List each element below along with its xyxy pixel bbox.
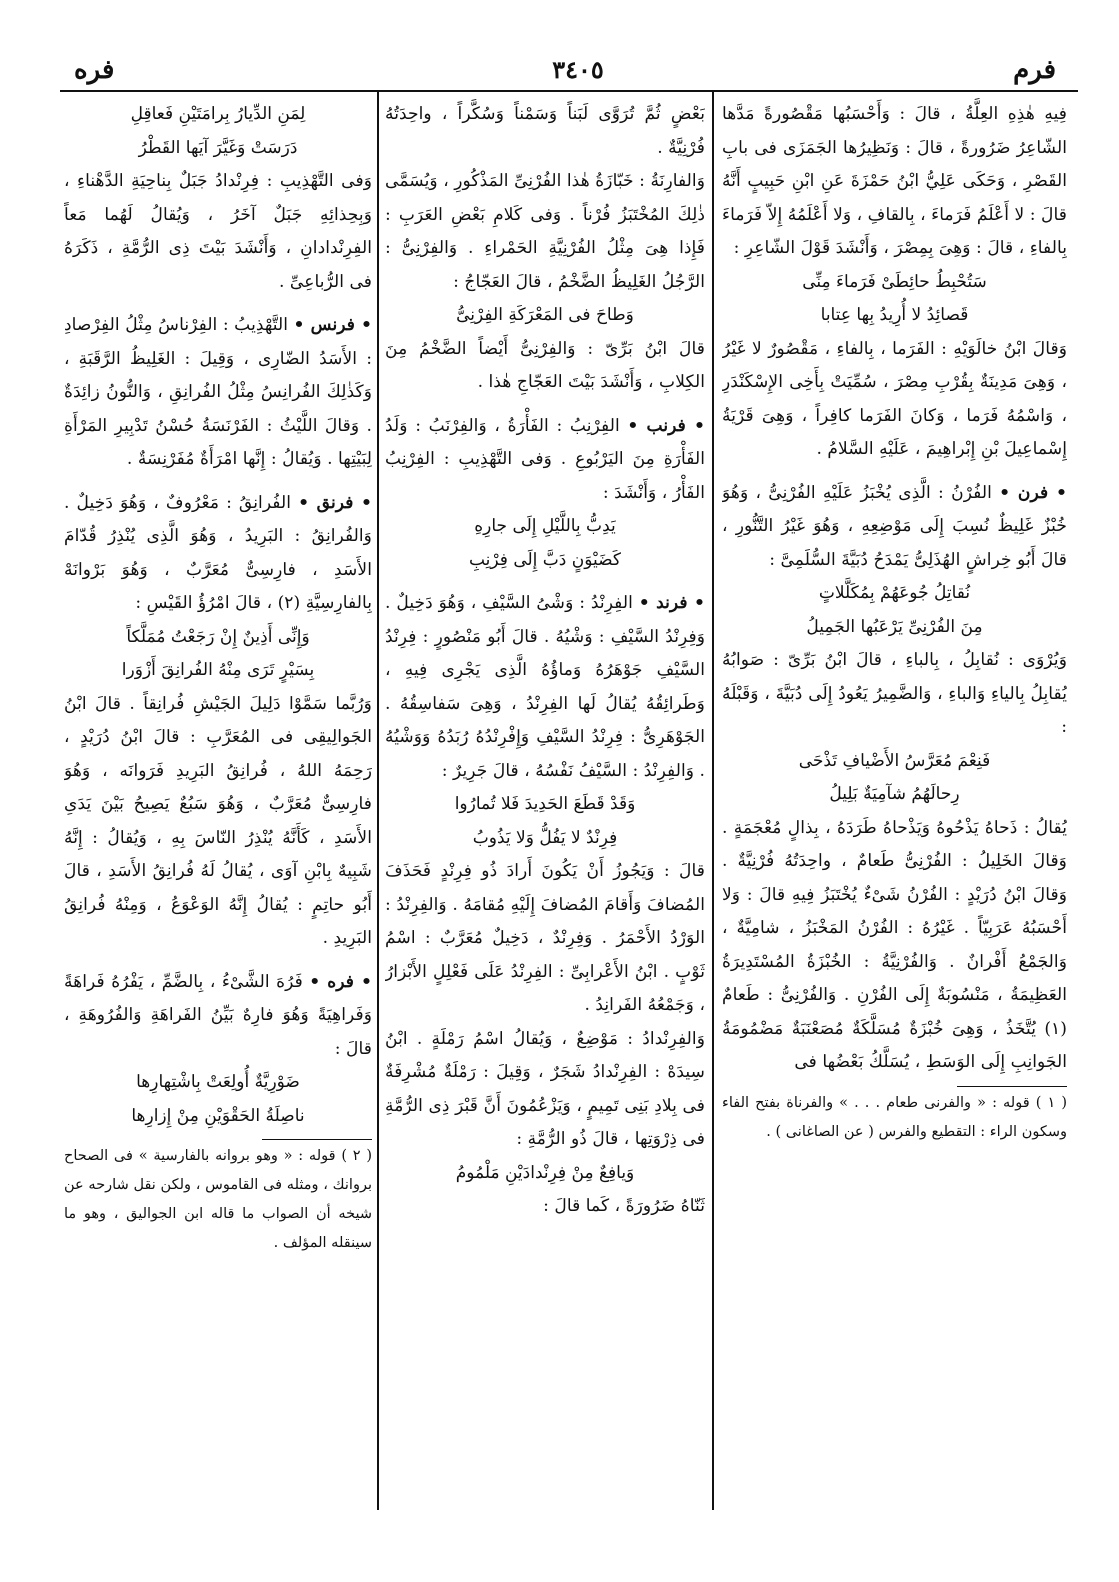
verse-line: لِمَنِ الدِّيارُ بِرامَتَيْنِ فَعاقِلِ xyxy=(130,104,306,124)
verse-line: نُقاتِلُ جُوعَهُمْ بِمُكَلَّلاتٍ xyxy=(818,583,971,603)
footnote: ( ١ ) قوله : « والفرنى طعام . . . » والفرناة بفتح الفاء وسكون الراء : التقطيع والفرس ( عن الصاغانى ) . xyxy=(722,1094,1067,1140)
page-number: ٣٤٠٥ xyxy=(552,55,604,84)
right-column xyxy=(722,98,1067,1500)
body-paragraph: فِيهِ هٰذِهِ العِلَّةُ ، قالَ : وَأَحْسَبُها مَقْصُورةً مَدَّها الشّاعِرُ ضَرُورةً ، قالَ : وَنَظِيرُها الجَمَزَى فى بابِ القَصْرِ ، وَحَكَى عَلِيُّ ابْنُ حَمْزَةَ عَنِ ابْنِ حَبِيبٍ أَنَّهُ قالَ : لا أَعْلَمُ فَرَماءَ ، بِالقافِ ، وَلا أَعْلَمُهُ إِلاّ فَرَماءَ بِالفاءِ ، قالَ : وَهِىَ بِمِصْرَ ، وَأَنْشَدَ قَوْلَ الشّاعِرِ : xyxy=(722,104,1067,258)
entry-headword: • فرنب • xyxy=(627,415,705,436)
column-divider xyxy=(377,92,379,1510)
left-column xyxy=(64,98,372,1568)
page-header xyxy=(58,52,1078,92)
footnote-rule xyxy=(262,1139,372,1140)
verse-line: وَطاحَ فى المَعْرَكَةِ الفِرْنِىُّ xyxy=(456,305,634,325)
verse-line: يَدِبُّ بِاللَّيْلِ إِلَى جارِهِ xyxy=(474,516,616,536)
verse-line: فَنِعْمَ مُعَرَّسُ الأَضْيافِ تَذْحَى xyxy=(798,750,991,771)
entry-text: الفِرْنِبُ : الفَأْرَةُ ، وَالفِرْنَبُ : وَلَدُ الفَأْرَةِ مِنَ اليَرْبُوعِ . وَفى التَّهْذِيبِ : الفِرْنِبُ الفَأْرُ ، وَأَنْشَدَ : xyxy=(385,415,705,503)
verse-line: وَيافِعٌ مِنْ فِرِنْدادَيْنِ مَلْمُومُ xyxy=(455,1162,635,1183)
footnote: ( ٢ ) قوله : « وهو بروانه بالفارسية » فى الصحاح بروانك ، ومثله فى القاموس ، ولكن نقل شارحه عن شيخه أن الصواب ما قاله ابن الجواليق ، وهو ما سينقله المؤلف . xyxy=(64,1148,372,1251)
footnote-rule xyxy=(957,1086,1067,1087)
dictionary-entry xyxy=(64,487,372,621)
middle-column xyxy=(385,98,705,1568)
verse-line: كَضَيْوَنٍ دَبَّ إِلَى فِرْنِبِ xyxy=(468,549,622,570)
verse-line: رِحالَهُمُ شآمِيَةٌ بَلِيلُ xyxy=(829,784,960,804)
dictionary-entry xyxy=(64,309,372,477)
dictionary-entry xyxy=(385,587,705,788)
entry-headword: • فرند • xyxy=(638,593,705,613)
header-rule xyxy=(60,90,1078,92)
entry-text: التَّهْذِيبُ : الفِرْناسُ مِثْلُ الفِرْصادِ : الأَسَدُ الضّارِى ، وَقِيلَ : الغَلِيظُ الرَّقَبَةِ ، وَكَذٰلِكَ الفُرانِسُ مِثْلُ الفُرانِقِ ، وَالنُّونُ زائِدَةٌ . وَقالَ اللَّيْثُ : الفَرْنَسَةُ حُسْنُ تَدْبِيرِ المَرْأَةِ لِبَيْتِها . وَيُقالُ : إِنَّها امْرَأَةٌ مُفَرْنِسَةٌ . xyxy=(64,315,372,469)
body-paragraph: وَالفارِنَةُ : خَبّازَةُ هٰذا الفُرْنِىِّ المَذْكُورِ ، وَيُسَمَّى ذٰلِكَ المُخْتَبَزُ فُرْناً . وَفى كَلامِ بَعْضِ العَرَبِ : فَإِذا هِىَ مِثْلُ الفُرْنِيَّةِ الحَمْراءِ . وَالفِرْنِىُّ : الرَّجُلُ الغَلِيظُ الضَّخْمُ ، قالَ العَجّاجُ : xyxy=(385,171,705,292)
body-paragraph: وَيُرْوَى : نُقابِلُ ، بِالباءِ ، قالَ ابْنُ بَرِّىّ : صَوابُهُ يُقابِلُ بِالياءِ وَالباءِ ، وَالضَّمِيرُ يَعُودُ إِلَى دُبَيَّةَ ، وَقَبْلَهُ : xyxy=(722,650,1067,737)
verse-line: ضَوْرِيَّةٌ أُولِعَتْ بِاشْتِهارِها xyxy=(136,1072,300,1092)
verse-line: دَرَسَتْ وَغَيَّرَ آيَها القَطْرُ xyxy=(138,137,298,158)
header-left-word: فره xyxy=(74,55,115,85)
verse-line: قَصائِدُ لا أُرِيدُ بِها عِتابا xyxy=(820,305,969,325)
body-paragraph: وَفى التَّهْذِيبِ : فِرِنْدادُ جَبَلٌ بِناحِيَةِ الدَّهْناءِ ، وَبِحِذائِهِ جَبَلٌ آخَرُ ، وَيُقالُ لَهُما مَعاً الفِرِنْدادانِ ، وَأَنْشَدَ بَيْتَ ذِى الرُّمَّةِ ، ذَكَرَهُ فى الرُّباعِىِّ . xyxy=(64,171,372,292)
body-paragraph: ثَنّاهُ ضَرُورَةً ، كَما قالَ : xyxy=(543,1196,705,1216)
verse-line: ناصِلَةُ الحَقْوَيْنِ مِنْ إِزارِها xyxy=(131,1105,305,1126)
verse-line: وَقَدْ قَطَعَ الحَدِيدَ فَلا تُمارُوا xyxy=(454,794,636,814)
verse-line: وَإِنِّى أَذِينٌ إِنْ رَجَعْتُ مُمَلَّكاً xyxy=(126,626,310,647)
verse-line: فِرِنْدٌ لا يَفُلُّ وَلا يَذُوبُ xyxy=(472,827,618,848)
header-right-word: فرم xyxy=(1013,55,1056,85)
dictionary-entry xyxy=(64,966,372,1067)
entry-headword: • فرن • xyxy=(999,482,1067,503)
body-paragraph: قالَ : وَيَجُوزُ أَنْ يَكُونَ أَرادَ ذُو فِرِنْدٍ فَحَذَفَ المُضافَ وَأَقامَ المُضافَ إِلَيْهِ مُقامَهُ . وَالفِرِنْدُ : الوَرْدُ الأَحْمَرُ . وَفِرِنْدٌ ، دَخِيلٌ مُعَرَّبٌ : اسْمُ ثَوْبٍ . ابْنُ الأَعْرابِىِّ : الفِرِنْدُ عَلَى فَعْلِلٍ الأَبْزارُ ، وَجَمْعُهُ الفَرانِدُ . xyxy=(385,861,705,1015)
dictionary-entry xyxy=(722,477,1067,578)
entry-headword: • فره • xyxy=(309,971,372,992)
verse-line: سَتُحْبِطُ حائِطَىْ فَرَماءَ مِنِّى xyxy=(802,271,987,292)
column-divider xyxy=(712,92,714,1510)
entry-headword: • فرنس • xyxy=(293,315,372,335)
body-paragraph: يُقالُ : ذَحاهُ يَذْحُوهُ وَيَذْحاهُ طَرَدَهُ ، بِذالٍ مُعْجَمَةٍ . وَقالَ الخَلِيلُ : الفُرْنِىُّ طَعامٌ ، واحِدَتُهُ فُرْنِيَّةٌ . وَقالَ ابْنُ دُرَيْدٍ : الفُرْنُ شَىْءٌ يُخْتَبَزُ فِيهِ قالَ : وَلا أَحْسَبُهُ عَرَبِيّاً . غَيْرُهُ : الفُرْنُ المَخْبَزُ ، شامِيَّةٌ ، وَالجَمْعُ أَفْرانٌ . وَالفُرْنِيَّةُ : الخُبْزَةُ المُسْتَدِيرَةُ العَظِيمَةُ ، مَنْسُوبَةٌ إِلَى الفُرْنِ . وَالفُرْنِىُّ : طَعامٌ (١) يُتَّخَذُ ، وَهِىَ خُبْزَةٌ مُسَلَّكَةٌ مُصَعْنَبَةٌ مَضْمُومَةُ الجَوانِبِ إِلَى الوَسَطِ ، يُسَلَّكُ بَعْضُها فى xyxy=(722,817,1067,1072)
body-paragraph: وَقالَ ابْنُ خالَوَيْهِ : الفَرَما ، بِالفاءِ ، مَقْصُورٌ لا غَيْرُ ، وَهِىَ مَدِينَةٌ بِقُرْبِ مِصْرَ ، سُمِّيَتْ بِأَخِى الإِسْكَنْدَرِ ، وَاسْمُهُ فَرَما ، وَكانَ الفَرَما كافِراً ، وَهِىَ قَرْيَةُ إِسْماعِيلَ بْنِ إِبْراهِيمَ ، عَلَيْهِ السَّلامُ . xyxy=(722,338,1067,459)
entry-text: فَرُهَ الشَّىْءُ ، بِالضَّمِّ ، يَفْرُهُ فَراهَةً وَفَراهِيَةً وَهُوَ فارِهٌ بَيِّنُ الفَراهَةِ وَالفُرُوهَةِ ، قالَ : xyxy=(64,971,372,1059)
verse-line: بِسَيْرٍ تَرَى مِنْهُ الفُرانِقَ أَزْوَرا xyxy=(121,660,315,680)
body-paragraph: وَالفِرِنْدادُ : مَوْضِعٌ ، وَيُقالُ اسْمُ رَمْلَةٍ . ابْنُ سِيدَهْ : الفِرِنْدادُ شَجَرٌ ، وَقِيلَ : رَمْلَةٌ مُشْرِفَةٌ فى بِلادِ بَنِى تَمِيمٍ ، وَيَزْعُمُونَ أَنَّ قَبْرَ ذِى الرُّمَّةِ فى ذِرْوَتِها ، قالَ ذُو الرُّمَّةِ : xyxy=(385,1028,705,1149)
entry-text: الفِرِنْدُ : وَشْىُ السَّيْفِ ، وَهُوَ دَخِيلٌ . وَفِرِنْدُ السَّيْفِ : وَشْيُهُ . قالَ أَبُو مَنْصُورٍ : فِرِنْدُ السَّيْفِ جَوْهَرُهُ وَماؤُهُ الَّذِى يَجْرِى فِيهِ ، وَطَرائِقُهُ يُقالُ لَها الفِرِنْدُ ، وَهِىَ سَفاسِقُهُ . الجَوْهَرِىُّ : فِرِنْدُ السَّيْفِ وَإِفْرِنْدُهُ رُبَدُهُ وَوَشْيُهُ . وَالفِرِنْدُ : السَّيْفُ نَفْسُهُ ، قالَ جَرِيرٌ : xyxy=(385,593,705,781)
body-paragraph: قالَ ابْنُ بَرِّىّ : وَالفِرْنِىُّ أَيْضاً الضَّخْمُ مِنَ الكِلابِ ، وَأَنْشَدَ بَيْتَ العَجّاجِ هٰذا . xyxy=(385,338,705,392)
verse-line: مِنَ الفُرْنِىِّ يَرْعَبُها الجَمِيلُ xyxy=(806,616,983,637)
entry-headword: • فرنق • xyxy=(298,492,372,513)
entry-text: الفُرانِقُ : مَعْرُوفٌ ، وَهُوَ دَخِيلٌ . وَالفُرانِقُ : البَرِيدُ ، وَهُوَ الَّذِى يُنْذِرُ قُدّامَ الأَسَدِ ، فارِسِىٌّ مُعَرَّبٌ ، وَهُوَ بَرْوانَهْ بِالفارِسِيَّةِ (٢) ، قالَ امْرُؤُ القَيْسِ : xyxy=(64,492,372,613)
entry-text: الفُرْنُ : الَّذِى يُخْبَزُ عَلَيْهِ الفُرْنِىُّ ، وَهُوَ خُبْزٌ غَلِيظٌ نُسِبَ إِلَى مَوْضِعِهِ ، وَهُوَ غَيْرُ التَّنُّورِ ، قالَ أَبُو خِراشٍ الهُذَلِىُّ يَمْدَحُ دُبَيَّةَ السُّلَمِىَّ : xyxy=(722,482,1067,570)
dictionary-entry xyxy=(385,410,705,511)
body-paragraph: بَعْضٍ ثُمَّ تُرَوَّى لَبَناً وَسَمْناً وَسُكَّراً ، واحِدَتُهُ فُرْنِيَّةٌ . xyxy=(385,104,705,158)
body-paragraph: وَرُبَّما سَمَّوْا دَلِيلَ الجَيْشِ فُرانِقاً . قالَ ابْنُ الجَوالِيقِى فى المُعَرَّبِ : قالَ ابْنُ دُرَيْدٍ ، رَحِمَهُ اللهُ ، فُرانِقُ البَرِيدِ فَرَوانَه ، وَهُوَ فارِسِىٌّ مُعَرَّبٌ ، وَهُوَ سَبُعٌ يَصِيحُ بَيْنَ يَدَىِ الأَسَدِ ، كَأَنَّهُ يُنْذِرُ النّاسَ بِهِ ، وَيُقالُ : إِنَّهُ شَبِيهٌ بِابْنِ آوَى ، يُقالُ لَهُ فُرانِقُ الأَسَدِ ، قالَ أَبُو حاتِمٍ : يُقالُ إِنَّهُ الوَعْوَعُ ، وَمِنْهُ فُرانِقُ البَرِيدِ . xyxy=(64,693,372,948)
